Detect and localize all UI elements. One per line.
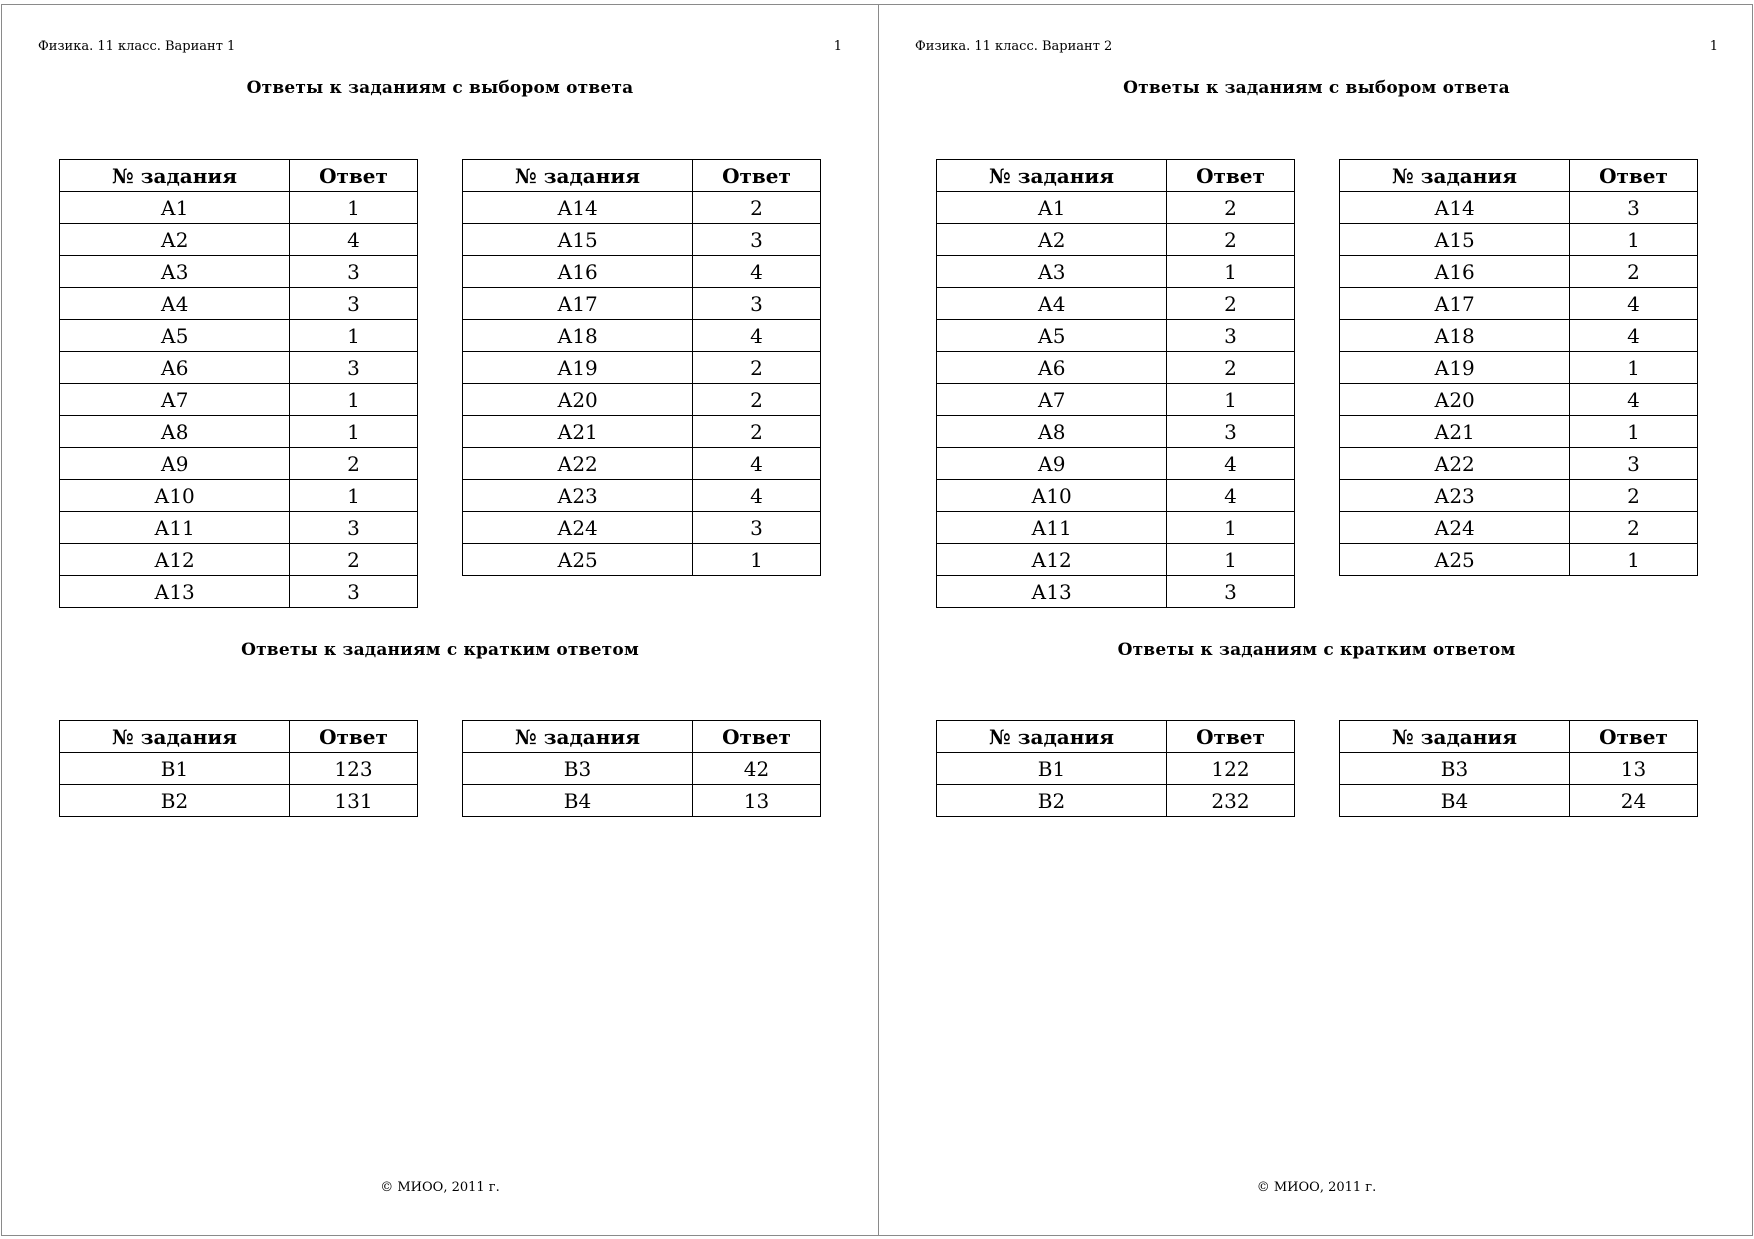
task-number-cell: А25: [1340, 544, 1570, 576]
table-row: [60, 352, 418, 384]
table-row: [937, 256, 1295, 288]
table-row: [463, 256, 821, 288]
answer-cell: 4: [1570, 320, 1698, 352]
task-number-cell: А19: [463, 352, 693, 384]
page-variant-1: [2, 5, 878, 1235]
answer-cell: 1: [290, 384, 418, 416]
answer-cell: 2: [693, 192, 821, 224]
table-row: [1340, 320, 1698, 352]
task-number-cell: А9: [60, 448, 290, 480]
column-header-task: № задания: [937, 160, 1167, 192]
table-row: [60, 512, 418, 544]
task-number-cell: А10: [937, 480, 1167, 512]
answer-cell: 1: [1570, 352, 1698, 384]
table-row: [1340, 352, 1698, 384]
answer-cell: 24: [1570, 785, 1698, 817]
task-number-cell: А10: [60, 480, 290, 512]
table-row: [937, 192, 1295, 224]
task-number-cell: В1: [937, 753, 1167, 785]
table-row: [60, 785, 418, 817]
table-header-row: [463, 721, 821, 753]
task-number-cell: А6: [60, 352, 290, 384]
answers-table-a1: [59, 159, 418, 608]
task-number-cell: А8: [937, 416, 1167, 448]
table-header-row: [937, 721, 1295, 753]
column-header-answer: Ответ: [1167, 721, 1295, 753]
answer-cell: 232: [1167, 785, 1295, 817]
task-number-cell: А13: [937, 576, 1167, 608]
table-row: [1340, 256, 1698, 288]
task-number-cell: В4: [463, 785, 693, 817]
task-number-cell: А18: [1340, 320, 1570, 352]
answer-cell: 3: [290, 352, 418, 384]
task-number-cell: А15: [463, 224, 693, 256]
table-row: [60, 256, 418, 288]
answer-cell: 131: [290, 785, 418, 817]
table-row: [463, 224, 821, 256]
page-number: 1: [1709, 39, 1718, 54]
answer-cell: 1: [290, 480, 418, 512]
task-number-cell: А17: [1340, 288, 1570, 320]
task-number-cell: В1: [60, 753, 290, 785]
task-number-cell: А20: [1340, 384, 1570, 416]
table-row: [463, 288, 821, 320]
answer-cell: 3: [1167, 320, 1295, 352]
table-row: [1340, 224, 1698, 256]
answer-cell: 2: [290, 544, 418, 576]
table-row: [60, 384, 418, 416]
task-number-cell: А1: [937, 192, 1167, 224]
task-number-cell: А25: [463, 544, 693, 576]
answer-cell: 2: [1167, 352, 1295, 384]
answer-cell: 123: [290, 753, 418, 785]
answer-cell: 1: [1570, 416, 1698, 448]
answer-cell: 4: [1570, 384, 1698, 416]
table-row: [937, 544, 1295, 576]
task-number-cell: А7: [60, 384, 290, 416]
answer-cell: 3: [1570, 448, 1698, 480]
answer-cell: 2: [1167, 224, 1295, 256]
answer-cell: 2: [1570, 512, 1698, 544]
answer-cell: 2: [290, 448, 418, 480]
table-row: [937, 576, 1295, 608]
task-number-cell: А22: [463, 448, 693, 480]
table-row: [1340, 544, 1698, 576]
table-row: [60, 544, 418, 576]
table-row: [60, 416, 418, 448]
task-number-cell: А6: [937, 352, 1167, 384]
table-row: [1340, 384, 1698, 416]
table-row: [1340, 480, 1698, 512]
table-row: [60, 480, 418, 512]
answer-cell: 3: [290, 256, 418, 288]
answer-cell: 1: [693, 544, 821, 576]
task-number-cell: А19: [1340, 352, 1570, 384]
table-row: [937, 352, 1295, 384]
task-number-cell: А9: [937, 448, 1167, 480]
task-number-cell: А3: [60, 256, 290, 288]
answer-cell: 2: [1167, 192, 1295, 224]
table-row: [60, 448, 418, 480]
answer-cell: 1: [1167, 512, 1295, 544]
answer-cell: 1: [1167, 256, 1295, 288]
column-header-task: № задания: [60, 160, 290, 192]
table-row: [463, 480, 821, 512]
task-number-cell: В3: [1340, 753, 1570, 785]
section-title-short-answer: Ответы к заданиям с кратким ответом: [241, 640, 639, 660]
column-header-answer: Ответ: [290, 160, 418, 192]
task-number-cell: А2: [937, 224, 1167, 256]
task-number-cell: А2: [60, 224, 290, 256]
document-spread: [1, 4, 1753, 1236]
table-row: [60, 576, 418, 608]
task-number-cell: А17: [463, 288, 693, 320]
header-title: Физика. 11 класс. Вариант 2: [915, 39, 1113, 54]
task-number-cell: А21: [1340, 416, 1570, 448]
column-header-task: № задания: [463, 160, 693, 192]
task-number-cell: А3: [937, 256, 1167, 288]
table-row: [937, 480, 1295, 512]
task-number-cell: А18: [463, 320, 693, 352]
task-number-cell: А14: [1340, 192, 1570, 224]
table-row: [1340, 512, 1698, 544]
answer-cell: 1: [1167, 544, 1295, 576]
answer-cell: 2: [1167, 288, 1295, 320]
answer-cell: 13: [693, 785, 821, 817]
table-row: [1340, 416, 1698, 448]
table-row: [60, 288, 418, 320]
answer-cell: 3: [290, 576, 418, 608]
column-header-answer: Ответ: [1570, 160, 1698, 192]
table-header-row: [463, 160, 821, 192]
answer-cell: 4: [1167, 480, 1295, 512]
answer-cell: 3: [693, 512, 821, 544]
table-row: [463, 753, 821, 785]
table-row: [1340, 448, 1698, 480]
task-number-cell: А14: [463, 192, 693, 224]
answers-table-b1: [59, 720, 418, 817]
task-number-cell: А7: [937, 384, 1167, 416]
task-number-cell: А24: [1340, 512, 1570, 544]
task-number-cell: А23: [463, 480, 693, 512]
table-row: [60, 753, 418, 785]
task-number-cell: А15: [1340, 224, 1570, 256]
page-number: 1: [833, 39, 842, 54]
answer-cell: 2: [693, 416, 821, 448]
column-header-answer: Ответ: [1570, 721, 1698, 753]
task-number-cell: А5: [937, 320, 1167, 352]
table-header-row: [937, 160, 1295, 192]
table-row: [937, 288, 1295, 320]
answer-cell: 3: [693, 224, 821, 256]
copyright-footer: © МИОО, 2011 г.: [380, 1180, 500, 1195]
task-number-cell: В2: [60, 785, 290, 817]
table-header-row: [1340, 160, 1698, 192]
answer-cell: 2: [1570, 480, 1698, 512]
table-row: [1340, 753, 1698, 785]
table-header-row: [1340, 721, 1698, 753]
table-row: [463, 448, 821, 480]
section-title-multiple-choice: Ответы к заданиям с выбором ответа: [246, 78, 634, 98]
task-number-cell: А8: [60, 416, 290, 448]
answer-cell: 3: [1570, 192, 1698, 224]
answer-cell: 4: [1167, 448, 1295, 480]
answer-cell: 4: [1570, 288, 1698, 320]
section-title-short-answer: Ответы к заданиям с кратким ответом: [1117, 640, 1516, 660]
column-header-task: № задания: [463, 721, 693, 753]
copyright-footer: © МИОО, 2011 г.: [1256, 1180, 1377, 1195]
column-header-answer: Ответ: [693, 721, 821, 753]
table-row: [937, 512, 1295, 544]
table-row: [463, 320, 821, 352]
answer-cell: 122: [1167, 753, 1295, 785]
table-row: [1340, 192, 1698, 224]
answer-cell: 1: [1570, 224, 1698, 256]
answer-cell: 2: [693, 384, 821, 416]
header-title: Физика. 11 класс. Вариант 1: [38, 39, 236, 54]
task-number-cell: А5: [60, 320, 290, 352]
table-row: [937, 416, 1295, 448]
column-header-answer: Ответ: [290, 721, 418, 753]
task-number-cell: А16: [1340, 256, 1570, 288]
answer-cell: 1: [290, 416, 418, 448]
task-number-cell: А22: [1340, 448, 1570, 480]
table-row: [463, 384, 821, 416]
answer-cell: 4: [693, 256, 821, 288]
table-row: [937, 753, 1295, 785]
table-row: [463, 785, 821, 817]
task-number-cell: В3: [463, 753, 693, 785]
task-number-cell: А1: [60, 192, 290, 224]
column-header-answer: Ответ: [693, 160, 821, 192]
table-row: [1340, 785, 1698, 817]
column-header-task: № задания: [1340, 721, 1570, 753]
table-row: [463, 512, 821, 544]
answer-cell: 4: [693, 480, 821, 512]
table-row: [1340, 288, 1698, 320]
table-row: [937, 384, 1295, 416]
task-number-cell: А4: [937, 288, 1167, 320]
table-row: [463, 352, 821, 384]
table-header-row: [60, 721, 418, 753]
task-number-cell: А13: [60, 576, 290, 608]
task-number-cell: А20: [463, 384, 693, 416]
table-row: [937, 785, 1295, 817]
answer-cell: 1: [1570, 544, 1698, 576]
page-header: [915, 39, 1718, 54]
answers-table-a2: [462, 159, 821, 576]
table-row: [463, 544, 821, 576]
task-number-cell: А4: [60, 288, 290, 320]
table-header-row: [60, 160, 418, 192]
column-header-task: № задания: [1340, 160, 1570, 192]
task-number-cell: А21: [463, 416, 693, 448]
task-number-cell: А11: [60, 512, 290, 544]
table-row: [60, 224, 418, 256]
answer-cell: 2: [693, 352, 821, 384]
task-number-cell: А16: [463, 256, 693, 288]
table-row: [937, 320, 1295, 352]
answers-table-b2: [462, 720, 821, 817]
page-header: [38, 39, 842, 54]
answers-table-a2: [1339, 159, 1698, 576]
task-number-cell: А23: [1340, 480, 1570, 512]
answer-cell: 4: [290, 224, 418, 256]
column-header-task: № задания: [937, 721, 1167, 753]
answers-table-a1: [936, 159, 1295, 608]
answer-cell: 42: [693, 753, 821, 785]
answers-table-b1: [936, 720, 1295, 817]
answer-cell: 3: [290, 512, 418, 544]
answer-cell: 3: [693, 288, 821, 320]
task-number-cell: А12: [937, 544, 1167, 576]
task-number-cell: А12: [60, 544, 290, 576]
answer-cell: 3: [290, 288, 418, 320]
section-title-multiple-choice: Ответы к заданиям с выбором ответа: [1123, 78, 1510, 98]
page-variant-2: [878, 5, 1754, 1235]
answer-cell: 13: [1570, 753, 1698, 785]
table-row: [463, 416, 821, 448]
task-number-cell: А24: [463, 512, 693, 544]
answer-cell: 1: [290, 192, 418, 224]
column-header-task: № задания: [60, 721, 290, 753]
answer-cell: 3: [1167, 416, 1295, 448]
answer-cell: 1: [290, 320, 418, 352]
table-row: [937, 448, 1295, 480]
answer-cell: 4: [693, 448, 821, 480]
table-row: [60, 320, 418, 352]
table-row: [937, 224, 1295, 256]
answer-cell: 2: [1570, 256, 1698, 288]
table-row: [60, 192, 418, 224]
answer-cell: 1: [1167, 384, 1295, 416]
task-number-cell: В2: [937, 785, 1167, 817]
task-number-cell: А11: [937, 512, 1167, 544]
table-row: [463, 192, 821, 224]
answer-cell: 3: [1167, 576, 1295, 608]
answer-cell: 4: [693, 320, 821, 352]
column-header-answer: Ответ: [1167, 160, 1295, 192]
task-number-cell: В4: [1340, 785, 1570, 817]
answers-table-b2: [1339, 720, 1698, 817]
